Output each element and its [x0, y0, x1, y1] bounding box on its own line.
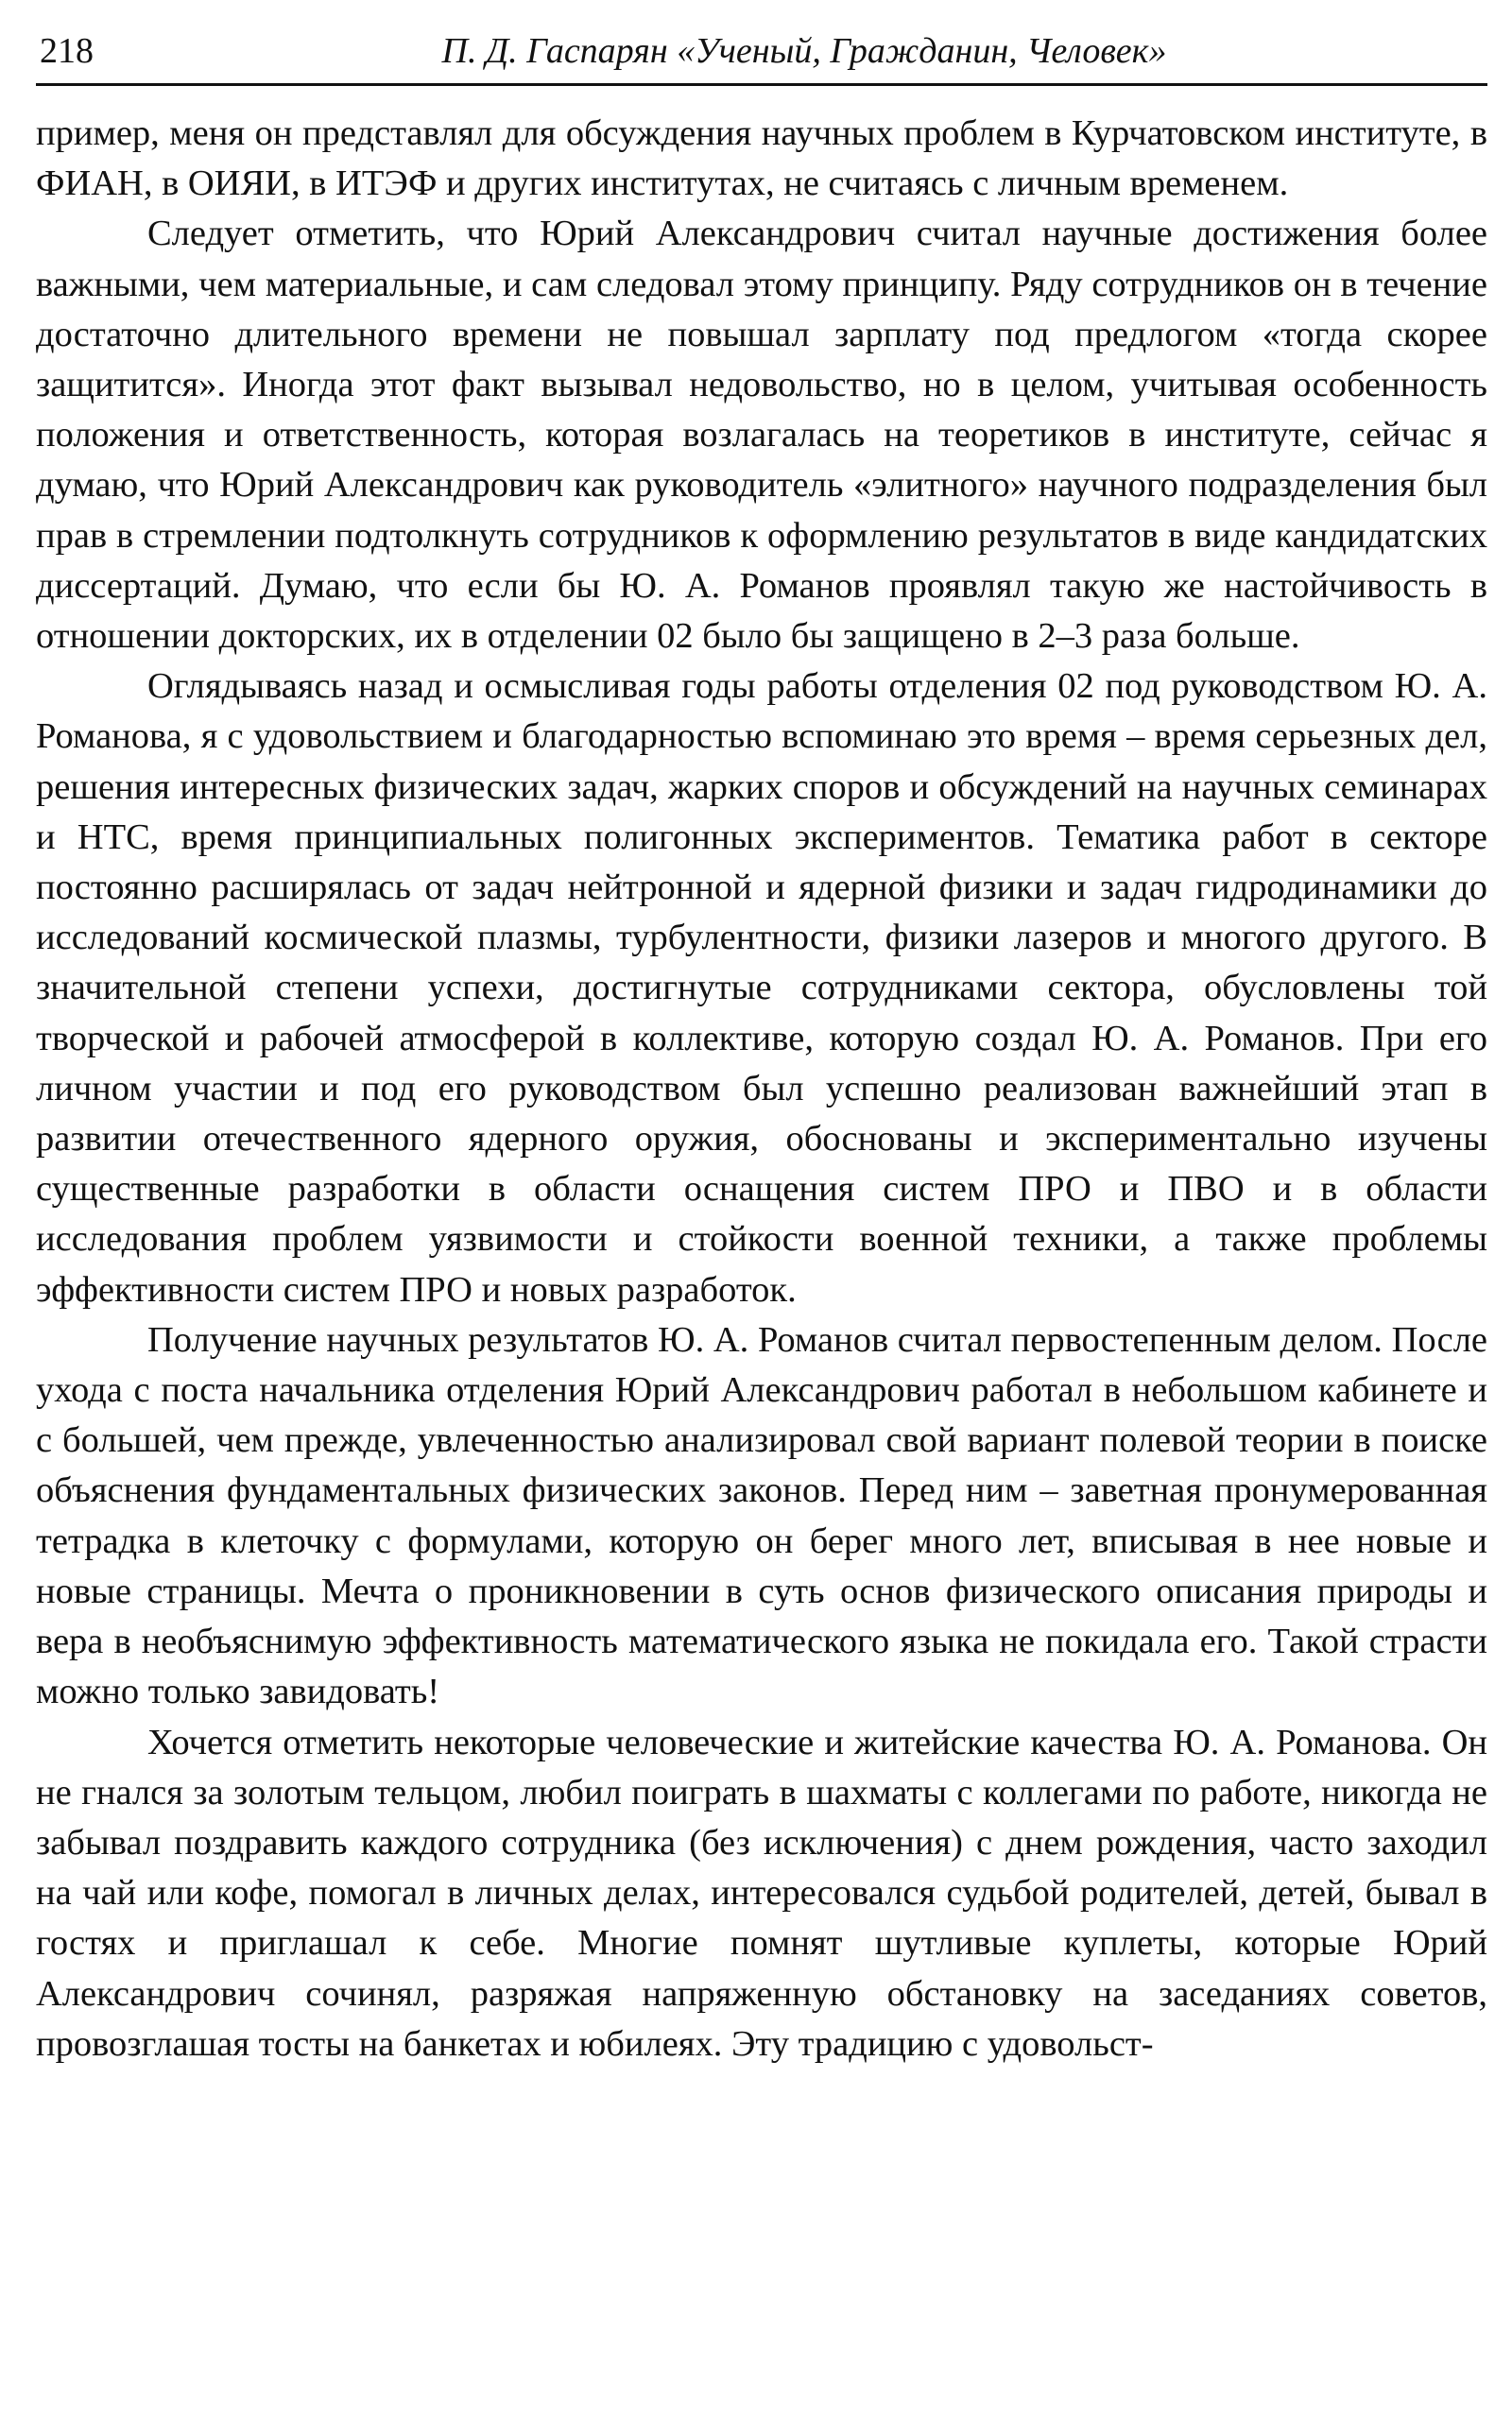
page-number: 218 [40, 31, 94, 71]
paragraph: Следует отметить, что Юрий Александрович считал научные достижения более важными, чем материальные, и сам следовал этому принципу. Ряду сотрудников он в течение достаточно длительного времени не повышал зарплату под предлогом «тогда скорее защитится». Иногда этот факт вызывал недовольство, но в целом, учитывая особенность положения и ответственность, которая возлагалась на теоретиков в институте, сейчас я думаю, что Юрий Александрович как руководитель «элитного» научного подразделения был прав в стремлении подтолкнуть сотрудников к оформлению результатов в виде кандидатских диссертаций. Думаю, что если бы Ю. А. Романов проявлял такую же настойчивость в отношении докторских, их в отделении 02 было бы защищено в 2–3 раза больше. [36, 214, 1487, 657]
body-text [36, 109, 1487, 2070]
book-page [36, 25, 1487, 2070]
page-header [36, 25, 1487, 86]
paragraph: Оглядываясь назад и осмысливая годы работы отделения 02 под руководством Ю. А. Романова, я с удовольствием и благодарностью вспоминаю это время – время серьезных дел, решения интересных физических задач, жарких споров и обсуждений на научных семинарах и НТС, время принципиальных полигонных экспериментов. Тематика работ в секторе постоянно расширялась от задач нейтронной и ядерной физики и задач гидродинамики до исследований космической плазмы, турбулентности, физики лазеров и многого другого. В значительной степени успехи, достигнутые сотрудниками сектора, обусловлены той творческой и рабочей атмосферой в коллективе, которую создал Ю. А. Романов. При его личном участии и под его руководством был успешно реализован важнейший этап в развитии отечественного ядерного оружия, обоснованы и экспериментально изучены существенные разработки в области оснащения систем ПРО и ПВО и в области исследования проблем уязвимости и стойкости военной техники, а также проблемы эффективности систем ПРО и новых разработок. [36, 666, 1487, 1310]
paragraph: Хочется отметить некоторые человеческие и житейские качества Ю. А. Романова. Он не гнался за золотым тельцом, любил поиграть в шахматы с коллегами по работе, никогда не забывал поздравить каждого сотрудника (без исключения) с днем рождения, часто заходил на чай или кофе, помогал в личных делах, интересовался судьбой родителей, детей, бывал в гостях и приглашал к себе. Многие помнят шутливые куплеты, которые Юрий Александрович сочинял, разряжая напряженную обстановку на заседаниях советов, провозглашая тосты на банкетах и юбилеях. Эту традицию с удовольст- [36, 1722, 1487, 2064]
running-title: П. Д. Гаспарян «Ученый, Гражданин, Человек» [441, 31, 1167, 71]
paragraph-continued: пример, меня он представлял для обсуждения научных проблем в Курчатовском институте, в ФИАН, в ОИЯИ, в ИТЭФ и других институтах, не считаясь с личным временем. [36, 113, 1487, 204]
paragraph: Получение научных результатов Ю. А. Романов считал первостепенным делом. После ухода с поста начальника отделения Юрий Александрович работал в небольшом кабинете и с большей, чем прежде, увлеченностью анализировал свой вариант полевой теории в поиске объяснения фундаментальных физических законов. Перед ним – заветная пронумерованная тетрадка в клеточку с формулами, которую он берег много лет, вписывая в нее новые и новые страницы. Мечта о проникновении в суть основ физического описания природы и вера в необъяснимую эффективность математического языка не покидала его. Такой страсти можно только завидовать! [36, 1319, 1487, 1712]
